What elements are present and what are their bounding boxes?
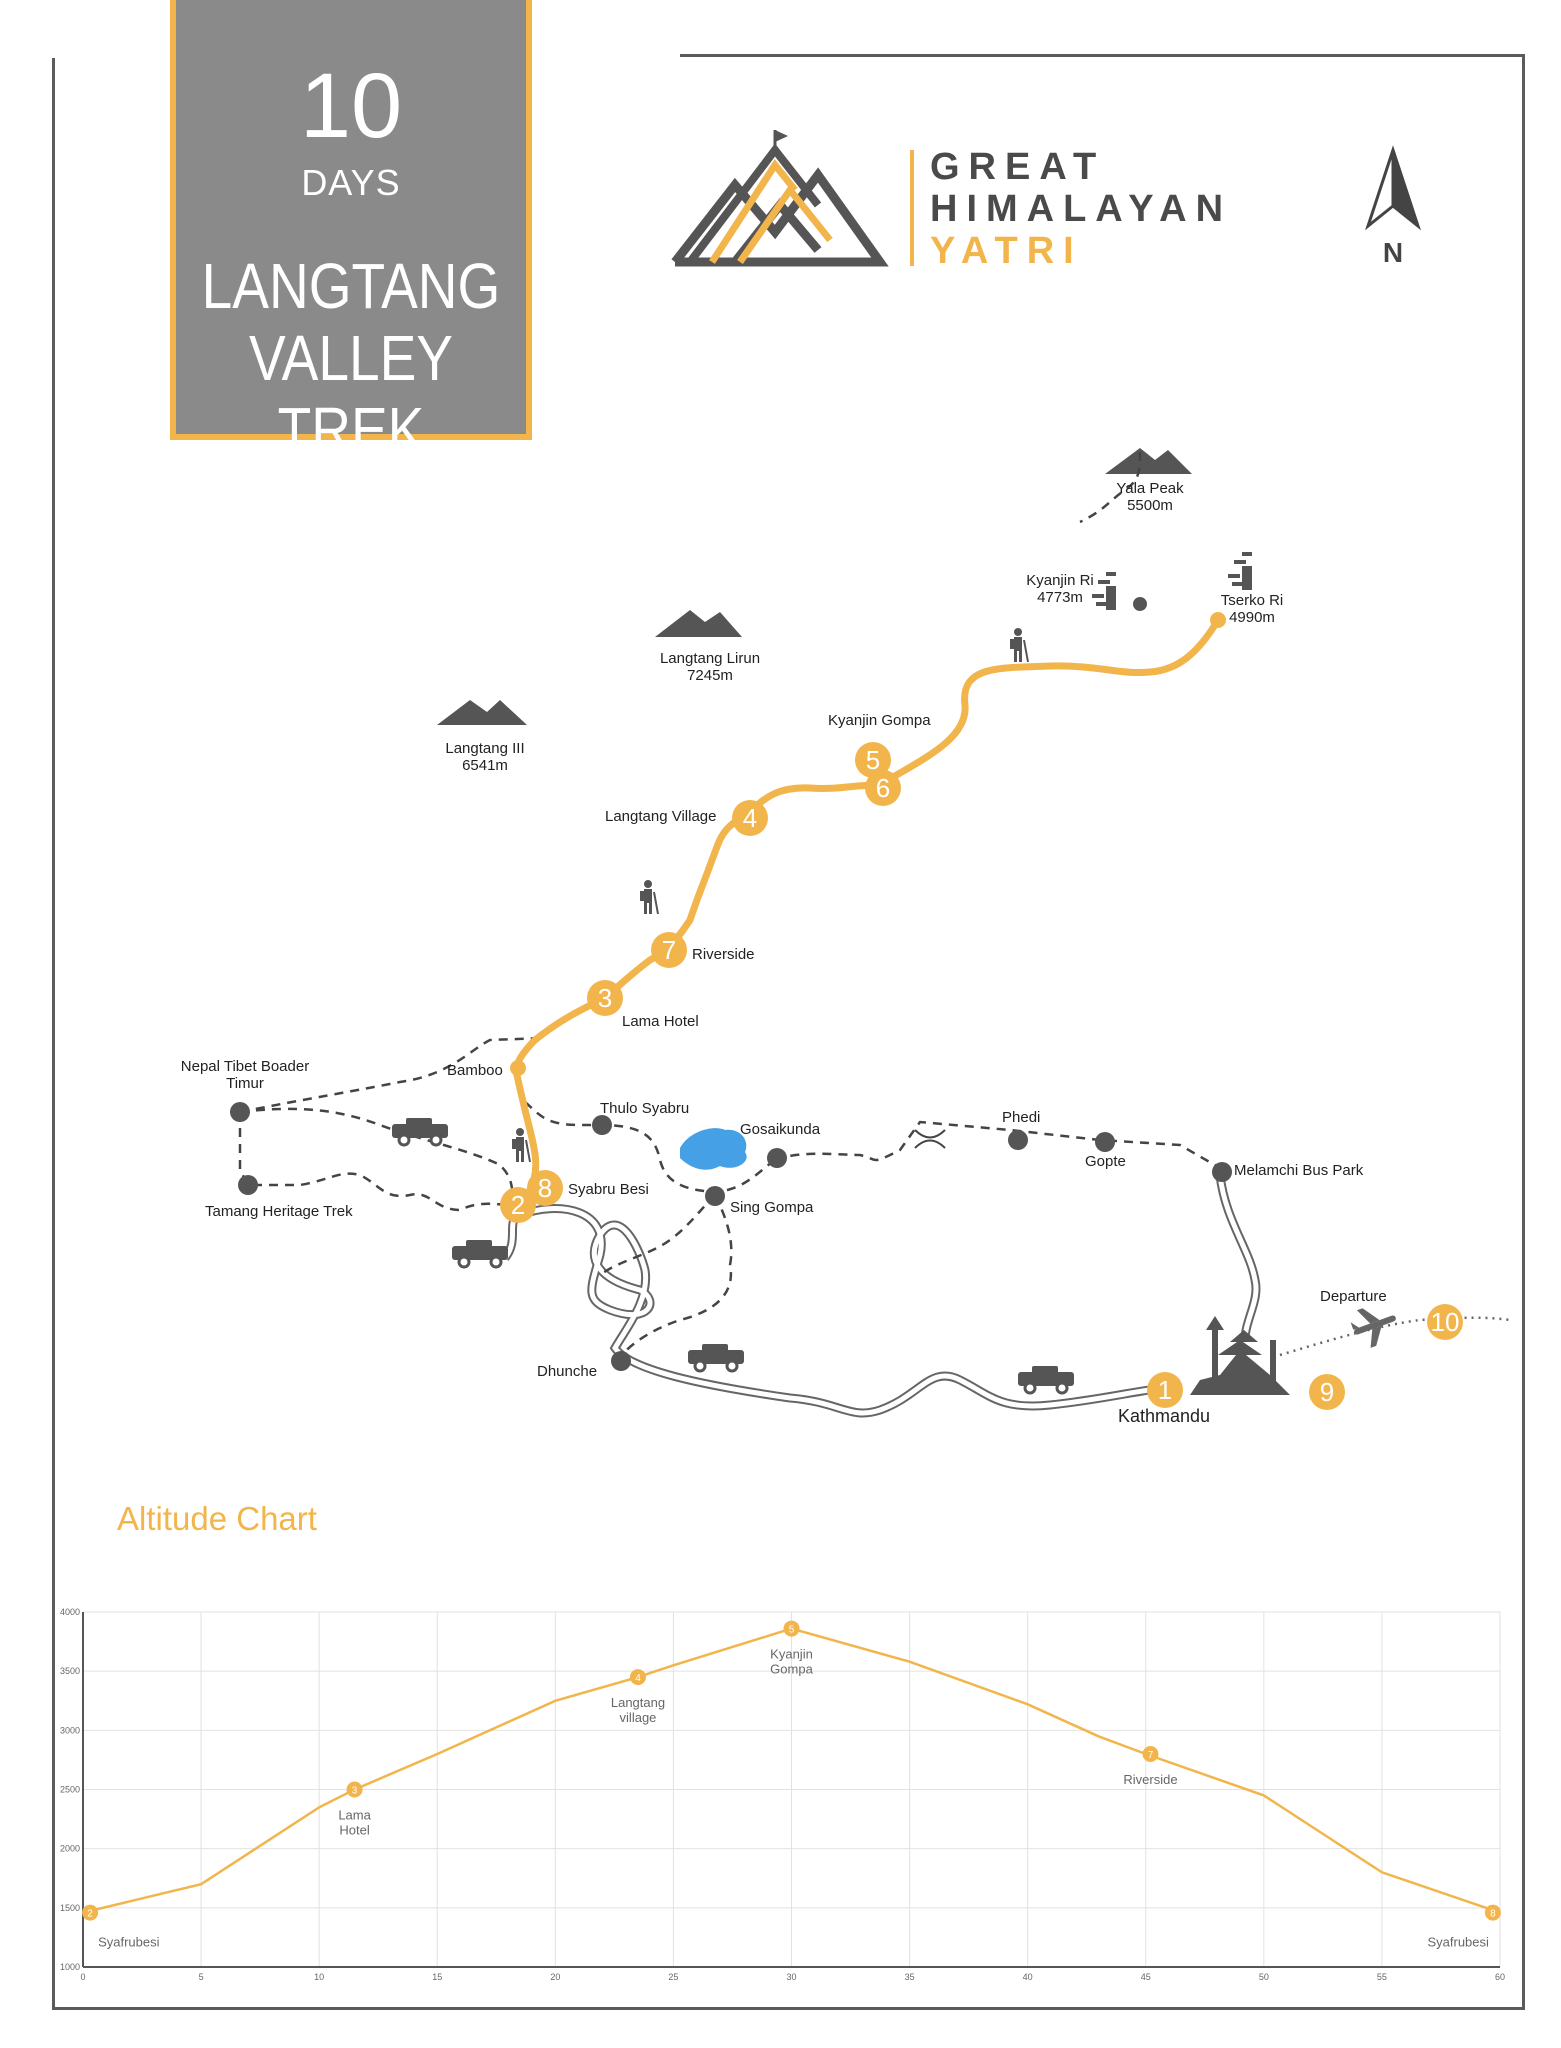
label-langtang-village: Langtang Village: [605, 808, 717, 825]
altitude-point-label-3: Lama: [338, 1807, 371, 1823]
altitude-point-marker-3: 3: [351, 1785, 358, 1797]
timur-name: Timur: [226, 1075, 264, 1092]
brand-line2: HIMALAYAN: [930, 188, 1233, 230]
svg-text:9: 9: [1319, 1377, 1335, 1407]
svg-text:10: 10: [1430, 1307, 1460, 1337]
y-tick-label-4: 3000: [59, 1725, 80, 1736]
altitude-point-label2-4: village: [619, 1710, 657, 1726]
altitude-point-marker-2: 2: [87, 1908, 93, 1920]
x-tick-label-8: 40: [1022, 1972, 1033, 1982]
label-gosaikunda: Gosaikunda: [740, 1121, 821, 1138]
x-tick-label-7: 35: [904, 1972, 915, 1982]
altitude-point-label-7: Riverside: [1123, 1772, 1178, 1787]
altitude-point-marker-4: 4: [635, 1673, 641, 1685]
label-kathmandu: Kathmandu: [1118, 1406, 1211, 1426]
x-tick-label-2: 10: [314, 1972, 325, 1982]
nepal-tibet-name: Nepal Tibet Boader: [180, 1058, 310, 1075]
x-tick-label-6: 30: [786, 1972, 797, 1982]
svg-text:6: 6: [875, 773, 891, 803]
y-tick-label-0: 1000: [59, 1962, 80, 1972]
label-sing-gompa: Sing Gompa: [730, 1199, 814, 1216]
altitude-point-label2-3: Hotel: [339, 1822, 370, 1838]
brand-line3: YATRI: [930, 230, 1083, 272]
altitude-point-marker-5: 5: [788, 1624, 795, 1636]
kyanjin-ri-alt: 4773m: [1037, 589, 1083, 606]
l3-name: Langtang III: [445, 740, 525, 757]
x-tick-label-3: 15: [432, 1972, 443, 1982]
trek-title-line2: VALLEY TREK: [249, 322, 453, 466]
kyanjin-ri-name: Kyanjin Ri: [1026, 572, 1094, 589]
y-tick-label-3: 2500: [59, 1784, 80, 1795]
compass-letter: N: [1382, 237, 1404, 268]
svg-text:2: 2: [510, 1190, 526, 1220]
altitude-chart-title: Altitude Chart: [117, 1500, 317, 1537]
yala-peak-alt: 5500m: [1127, 497, 1173, 514]
altitude-point-marker-7: 7: [1147, 1750, 1154, 1761]
brand-line1: GREAT: [930, 146, 1106, 188]
label-thulo-syabru: Thulo Syabru: [600, 1100, 690, 1117]
svg-text:7: 7: [661, 935, 677, 965]
label-phedi: Phedi: [1002, 1109, 1041, 1126]
altitude-point-label2-5: Gompa: [770, 1661, 813, 1677]
altitude-point-marker-8: 8: [1490, 1908, 1496, 1920]
label-melamchi: Melamchi Bus Park: [1234, 1162, 1364, 1179]
y-tick-label-5: 3500: [59, 1666, 80, 1677]
y-tick-label-6: 4000: [59, 1607, 80, 1617]
svg-text:3: 3: [597, 983, 613, 1013]
x-tick-label-5: 25: [668, 1972, 679, 1982]
x-tick-label-11: 55: [1376, 1972, 1387, 1982]
yala-peak-name: Yala Peak: [1116, 480, 1184, 497]
altitude-point-label-4: Langtang: [610, 1695, 666, 1711]
trek-title-line1: LANGTANG: [201, 250, 501, 322]
x-tick-label-0: 0: [80, 1972, 86, 1982]
altitude-point-label-8: Syafrubesi: [1427, 1934, 1489, 1950]
label-riverside: Riverside: [692, 946, 755, 963]
days-number: 10: [299, 55, 403, 157]
label-kyanjin-gompa: Kyanjin Gompa: [828, 712, 931, 729]
svg-text:1: 1: [1157, 1375, 1173, 1405]
label-departure: Departure: [1320, 1288, 1387, 1305]
svg-text:4: 4: [742, 803, 758, 833]
x-tick-label-4: 20: [550, 1972, 561, 1982]
label-syabru-besi: Syabru Besi: [568, 1181, 649, 1198]
days-label: DAYS: [301, 162, 401, 203]
svg-text:5: 5: [865, 745, 881, 775]
label-lama-hotel: Lama Hotel: [622, 1013, 699, 1030]
svg-text:8: 8: [537, 1173, 553, 1203]
l3-alt: 6541m: [462, 757, 508, 774]
x-tick-label-9: 45: [1140, 1972, 1151, 1982]
lirun-name: Langtang Lirun: [659, 650, 761, 667]
tserko-ri-alt: 4990m: [1229, 609, 1275, 626]
label-dhunche: Dhunche: [537, 1363, 598, 1380]
label-tamang: Tamang Heritage Trek: [205, 1203, 353, 1220]
y-tick-label-2: 2000: [59, 1843, 80, 1854]
label-bamboo: Bamboo: [447, 1062, 503, 1079]
x-tick-label-12: 60: [1494, 1972, 1506, 1982]
label-gopte: Gopte: [1085, 1153, 1126, 1170]
tserko-ri-name: Tserko Ri: [1220, 592, 1284, 609]
lirun-alt: 7245m: [687, 667, 733, 684]
x-tick-label-1: 5: [198, 1972, 204, 1982]
altitude-point-label-2: Syafrubesi: [98, 1934, 160, 1950]
altitude-point-label-5: Kyanjin: [770, 1646, 813, 1662]
y-tick-label-1: 1500: [59, 1902, 80, 1913]
x-tick-label-10: 50: [1258, 1972, 1269, 1982]
